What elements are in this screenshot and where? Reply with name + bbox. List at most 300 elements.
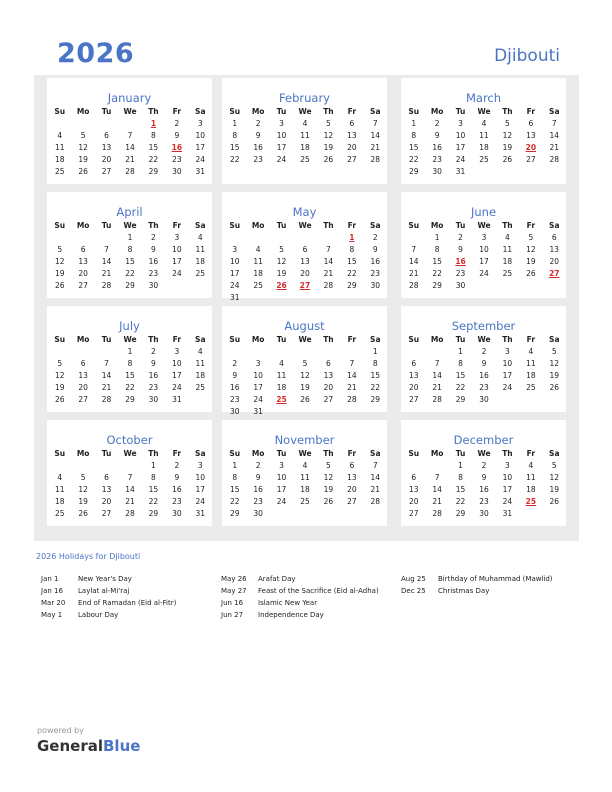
- day-cell: 19: [323, 143, 334, 152]
- day-cell: 4: [57, 131, 63, 140]
- month-day-grid: [48, 334, 212, 406]
- weekday-header: We: [298, 107, 312, 116]
- holiday-item: [41, 573, 176, 585]
- day-cell: 22: [455, 497, 466, 506]
- weekday-header: Tu: [101, 335, 112, 344]
- weekday-header: We: [477, 107, 491, 116]
- weekday-header: Mo: [76, 107, 90, 116]
- day-cell: 2: [151, 347, 156, 356]
- weekday-header: Th: [502, 449, 513, 458]
- weekday-header: Fr: [172, 449, 182, 458]
- day-cell: 28: [323, 281, 334, 290]
- day-cell: 30: [172, 509, 182, 518]
- day-cell: 7: [434, 473, 440, 482]
- day-cell: 2: [255, 119, 261, 128]
- day-cell: 20: [408, 383, 419, 392]
- month-january: [47, 78, 212, 184]
- month-name: May: [292, 205, 317, 219]
- holiday-item: [41, 609, 176, 621]
- day-cell: 12: [276, 257, 287, 266]
- weekday-header: Tu: [101, 449, 112, 458]
- weekday-header: Mo: [430, 221, 444, 230]
- day-cell: 2: [174, 461, 180, 470]
- day-cell: 22: [432, 269, 442, 278]
- day-cell: 21: [101, 383, 112, 392]
- day-cell: 24: [502, 497, 513, 506]
- day-cell: 8: [232, 131, 238, 140]
- day-cell: 23: [148, 269, 159, 278]
- brand-logo: [37, 737, 140, 755]
- holiday-item: [401, 585, 553, 597]
- brand-logo-part2: Blue: [103, 737, 141, 755]
- day-cell: 18: [195, 257, 206, 266]
- day-cell: 17: [276, 143, 287, 152]
- month-february: [222, 78, 387, 184]
- holiday-date: Jan 1: [41, 575, 59, 583]
- empty-cell: [246, 346, 269, 358]
- holiday-day-cell: 20: [525, 143, 537, 152]
- day-cell: 16: [172, 485, 182, 494]
- day-cell: 8: [349, 245, 355, 254]
- day-cell: 3: [174, 233, 180, 242]
- holiday-column: [401, 573, 553, 597]
- day-cell: 3: [174, 347, 180, 356]
- day-cell: 5: [80, 473, 86, 482]
- holiday-item: [221, 573, 379, 585]
- day-cell: 28: [432, 509, 442, 518]
- day-cell: 12: [323, 473, 334, 482]
- weekday-header: Th: [502, 335, 513, 344]
- weekday-header: Tu: [101, 221, 112, 230]
- day-cell: 22: [125, 383, 135, 392]
- day-cell: 30: [253, 509, 263, 518]
- day-cell: 8: [151, 473, 156, 482]
- month-day-grid: [48, 106, 212, 178]
- day-cell: 18: [54, 497, 65, 506]
- month-name: September: [451, 319, 516, 333]
- day-cell: 9: [232, 371, 238, 380]
- holiday-date: Jun 16: [221, 599, 244, 607]
- weekday-header: We: [123, 107, 137, 116]
- day-cell: 22: [408, 155, 419, 164]
- weekday-header: Fr: [172, 107, 182, 116]
- day-cell: 27: [78, 281, 88, 290]
- weekday-header: Th: [148, 335, 159, 344]
- day-cell: 30: [479, 395, 489, 404]
- month-august: [222, 306, 387, 416]
- weekday-header: Su: [229, 221, 241, 230]
- day-cell: 10: [172, 359, 182, 368]
- month-march: [401, 78, 566, 184]
- day-cell: 10: [276, 131, 287, 140]
- day-cell: 31: [455, 167, 466, 176]
- day-cell: 27: [347, 155, 357, 164]
- weekday-header: Tu: [455, 221, 466, 230]
- day-cell: 11: [300, 131, 310, 140]
- day-cell: 16: [148, 371, 159, 380]
- day-cell: 13: [526, 131, 536, 140]
- empty-cell: [425, 460, 448, 472]
- weekday-header: Mo: [76, 221, 90, 230]
- weekday-header: Su: [229, 449, 241, 458]
- day-cell: 14: [370, 473, 381, 482]
- day-cell: 9: [174, 131, 180, 140]
- day-cell: 7: [372, 119, 378, 128]
- day-cell: 13: [549, 245, 560, 254]
- empty-cell: [95, 232, 118, 244]
- weekday-header: Sa: [195, 335, 206, 344]
- day-cell: 8: [151, 131, 156, 140]
- day-cell: 22: [148, 155, 159, 164]
- weekday-header: Sa: [370, 335, 381, 344]
- day-cell: 4: [481, 119, 487, 128]
- day-cell: 26: [54, 395, 65, 404]
- day-cell: 21: [370, 485, 381, 494]
- day-cell: 17: [195, 143, 206, 152]
- day-cell: 13: [408, 371, 419, 380]
- month-name: April: [116, 205, 143, 219]
- weekday-header: We: [298, 221, 312, 230]
- day-cell: 20: [101, 155, 112, 164]
- empty-cell: [246, 232, 269, 244]
- day-cell: 15: [455, 485, 466, 494]
- day-cell: 15: [455, 371, 466, 380]
- holiday-date: May 1: [41, 611, 63, 619]
- weekday-header: Mo: [251, 221, 265, 230]
- day-cell: 20: [347, 485, 357, 494]
- day-cell: 9: [372, 245, 378, 254]
- empty-cell: [118, 118, 141, 130]
- holiday-name: Christmas Day: [438, 587, 490, 595]
- weekday-header: Fr: [347, 107, 357, 116]
- day-cell: 29: [148, 167, 159, 176]
- day-cell: 30: [148, 395, 159, 404]
- day-cell: 5: [326, 119, 331, 128]
- day-cell: 12: [78, 143, 88, 152]
- day-cell: 29: [125, 281, 135, 290]
- weekday-header: We: [298, 449, 312, 458]
- weekday-header: Fr: [347, 221, 357, 230]
- day-cell: 6: [349, 119, 355, 128]
- day-cell: 29: [347, 281, 357, 290]
- day-cell: 26: [78, 167, 88, 176]
- day-cell: 22: [347, 269, 357, 278]
- day-cell: 4: [279, 359, 284, 368]
- weekday-header: Tu: [276, 449, 287, 458]
- day-cell: 8: [372, 359, 378, 368]
- day-cell: 3: [458, 119, 463, 128]
- day-cell: 6: [104, 131, 109, 140]
- day-cell: 8: [411, 131, 417, 140]
- day-cell: 1: [411, 119, 417, 128]
- month-name: January: [107, 91, 152, 105]
- day-cell: 21: [347, 383, 357, 392]
- day-cell: 29: [125, 395, 135, 404]
- day-cell: 24: [253, 395, 263, 404]
- day-cell: 8: [458, 359, 463, 368]
- weekday-header: Sa: [370, 107, 381, 116]
- day-cell: 29: [455, 509, 466, 518]
- weekday-header: Th: [323, 221, 334, 230]
- weekday-header: Tu: [101, 107, 112, 116]
- day-cell: 10: [455, 131, 466, 140]
- weekday-header: Th: [502, 107, 513, 116]
- day-cell: 4: [302, 461, 308, 470]
- holiday-name: Labour Day: [78, 611, 119, 619]
- empty-cell: [270, 232, 293, 244]
- day-cell: 10: [229, 257, 240, 266]
- day-cell: 21: [125, 497, 135, 506]
- day-cell: 12: [323, 131, 334, 140]
- month-day-grid: [48, 448, 212, 520]
- holiday-date: May 26: [221, 575, 247, 583]
- day-cell: 27: [408, 395, 419, 404]
- day-cell: 17: [172, 257, 182, 266]
- year-title: 2026: [57, 38, 135, 69]
- day-cell: 26: [526, 269, 536, 278]
- weekday-header: We: [477, 335, 491, 344]
- holiday-name: Birthday of Muhammad (Mawlid): [438, 575, 553, 583]
- holiday-item: [221, 585, 379, 597]
- day-cell: 10: [195, 473, 206, 482]
- day-cell: 2: [458, 233, 463, 242]
- holiday-day-cell: 1: [349, 233, 355, 242]
- day-cell: 21: [323, 269, 334, 278]
- day-cell: 18: [479, 143, 489, 152]
- day-cell: 31: [195, 167, 206, 176]
- day-cell: 4: [57, 473, 63, 482]
- day-cell: 6: [551, 233, 557, 242]
- day-cell: 28: [370, 155, 381, 164]
- day-cell: 25: [300, 497, 310, 506]
- day-cell: 9: [151, 245, 156, 254]
- day-cell: 6: [349, 461, 355, 470]
- day-cell: 25: [526, 383, 536, 392]
- holiday-item: [221, 597, 379, 609]
- day-cell: 30: [172, 167, 182, 176]
- day-cell: 15: [125, 371, 135, 380]
- day-cell: 17: [479, 257, 489, 266]
- weekday-header: Sa: [195, 107, 206, 116]
- day-cell: 2: [255, 461, 261, 470]
- day-cell: 23: [432, 155, 442, 164]
- day-cell: 25: [479, 155, 489, 164]
- day-cell: 30: [370, 281, 381, 290]
- holiday-item: [221, 609, 379, 621]
- day-cell: 15: [432, 257, 442, 266]
- day-cell: 13: [78, 371, 88, 380]
- day-cell: 23: [370, 269, 381, 278]
- day-cell: 18: [526, 485, 536, 494]
- holiday-date: Jun 27: [221, 611, 244, 619]
- day-cell: 15: [347, 257, 357, 266]
- weekday-header: Mo: [430, 107, 444, 116]
- holiday-day-cell: 1: [150, 119, 157, 128]
- day-cell: 22: [125, 269, 135, 278]
- day-cell: 13: [347, 131, 357, 140]
- weekday-header: Su: [229, 335, 241, 344]
- day-cell: 19: [502, 143, 513, 152]
- day-cell: 3: [279, 119, 284, 128]
- day-cell: 11: [479, 131, 489, 140]
- day-cell: 19: [276, 269, 287, 278]
- weekday-header: Tu: [276, 335, 287, 344]
- day-cell: 12: [549, 359, 560, 368]
- day-cell: 2: [232, 359, 238, 368]
- weekday-header: Su: [54, 449, 66, 458]
- day-cell: 28: [101, 281, 112, 290]
- day-cell: 28: [347, 395, 357, 404]
- day-cell: 20: [78, 269, 88, 278]
- empty-cell: [402, 460, 425, 472]
- holiday-day-cell: 16: [455, 257, 466, 266]
- month-name: July: [119, 319, 140, 333]
- holiday-day-cell: 16: [171, 143, 183, 152]
- holiday-date: Aug 25: [401, 575, 426, 583]
- holiday-name: Independence Day: [258, 611, 324, 619]
- day-cell: 23: [172, 497, 182, 506]
- month-day-grid: [402, 448, 566, 520]
- day-cell: 12: [502, 131, 513, 140]
- day-cell: 18: [276, 383, 287, 392]
- day-cell: 3: [197, 461, 203, 470]
- month-day-grid: [223, 448, 387, 520]
- day-cell: 28: [432, 395, 442, 404]
- weekday-header: We: [298, 335, 312, 344]
- day-cell: 18: [54, 155, 65, 164]
- day-cell: 3: [505, 347, 510, 356]
- weekday-header: Fr: [526, 449, 536, 458]
- day-cell: 22: [370, 383, 381, 392]
- empty-cell: [293, 232, 316, 244]
- weekday-header: Tu: [455, 449, 466, 458]
- day-cell: 23: [479, 383, 489, 392]
- weekday-header: Fr: [526, 107, 536, 116]
- day-cell: 6: [104, 473, 109, 482]
- day-cell: 1: [232, 119, 238, 128]
- day-cell: 14: [432, 371, 442, 380]
- day-cell: 14: [370, 131, 381, 140]
- holiday-day-cell: 25: [276, 395, 287, 404]
- weekday-header: Sa: [549, 221, 560, 230]
- day-cell: 19: [78, 497, 88, 506]
- holiday-column: [221, 573, 379, 621]
- day-cell: 15: [229, 485, 240, 494]
- empty-cell: [317, 346, 340, 358]
- day-cell: 31: [172, 395, 182, 404]
- day-cell: 17: [229, 269, 240, 278]
- day-cell: 1: [458, 347, 463, 356]
- day-cell: 6: [80, 359, 86, 368]
- day-cell: 14: [323, 257, 334, 266]
- day-cell: 5: [302, 359, 308, 368]
- weekday-header: We: [477, 221, 491, 230]
- day-cell: 20: [101, 497, 112, 506]
- day-cell: 19: [54, 383, 65, 392]
- month-day-grid: [402, 334, 566, 406]
- day-cell: 9: [151, 359, 156, 368]
- day-cell: 23: [253, 497, 263, 506]
- day-cell: 18: [195, 371, 206, 380]
- day-cell: 5: [326, 461, 331, 470]
- day-cell: 18: [502, 257, 513, 266]
- day-cell: 23: [229, 395, 240, 404]
- day-cell: 31: [195, 509, 206, 518]
- day-cell: 5: [279, 245, 284, 254]
- weekday-header: Th: [148, 449, 159, 458]
- day-cell: 14: [125, 143, 135, 152]
- day-cell: 27: [323, 395, 334, 404]
- day-cell: 21: [432, 497, 442, 506]
- day-cell: 19: [54, 269, 65, 278]
- day-cell: 11: [502, 245, 513, 254]
- weekday-header: Fr: [347, 335, 357, 344]
- weekday-header: We: [123, 335, 137, 344]
- empty-cell: [223, 232, 246, 244]
- weekday-header: Su: [229, 107, 241, 116]
- day-cell: 5: [57, 359, 63, 368]
- day-cell: 28: [125, 509, 135, 518]
- weekday-header: Th: [502, 221, 513, 230]
- empty-cell: [95, 118, 118, 130]
- day-cell: 6: [411, 359, 417, 368]
- day-cell: 2: [481, 347, 487, 356]
- weekday-header: Tu: [276, 107, 287, 116]
- month-name: March: [465, 91, 502, 105]
- holiday-name: End of Ramadan (Eid al-Fitr): [78, 599, 177, 607]
- day-cell: 9: [255, 473, 261, 482]
- day-cell: 13: [300, 257, 310, 266]
- weekday-header: Sa: [549, 107, 560, 116]
- holiday-day-cell: 27: [299, 281, 311, 290]
- holiday-name: Laylat al-Mi'raj: [78, 587, 130, 595]
- day-cell: 18: [253, 269, 263, 278]
- day-cell: 10: [253, 371, 263, 380]
- day-cell: 24: [172, 383, 182, 392]
- day-cell: 11: [526, 359, 536, 368]
- powered-by-text: powered by: [37, 726, 84, 735]
- weekday-header: Fr: [347, 449, 357, 458]
- weekday-header: Fr: [172, 221, 182, 230]
- month-june: [401, 192, 566, 298]
- day-cell: 22: [148, 497, 159, 506]
- month-november: [222, 420, 387, 526]
- weekday-header: Mo: [251, 107, 265, 116]
- day-cell: 9: [458, 245, 463, 254]
- day-cell: 25: [54, 167, 65, 176]
- day-cell: 17: [455, 143, 466, 152]
- day-cell: 4: [528, 461, 534, 470]
- day-cell: 28: [125, 167, 135, 176]
- day-cell: 29: [408, 167, 419, 176]
- weekday-header: Su: [408, 449, 420, 458]
- day-cell: 19: [549, 485, 560, 494]
- day-cell: 20: [347, 143, 357, 152]
- month-day-grid: [48, 220, 212, 292]
- day-cell: 24: [455, 155, 466, 164]
- month-name: November: [274, 433, 335, 447]
- empty-cell: [95, 460, 118, 472]
- weekday-header: We: [123, 221, 137, 230]
- month-july: [47, 306, 212, 412]
- day-cell: 23: [253, 155, 263, 164]
- day-cell: 21: [101, 269, 112, 278]
- month-day-grid: [402, 220, 566, 292]
- weekday-header: Tu: [276, 221, 287, 230]
- holiday-name: Feast of the Sacrifice (Eid al-Adha): [258, 587, 379, 595]
- day-cell: 4: [255, 245, 261, 254]
- day-cell: 28: [370, 497, 381, 506]
